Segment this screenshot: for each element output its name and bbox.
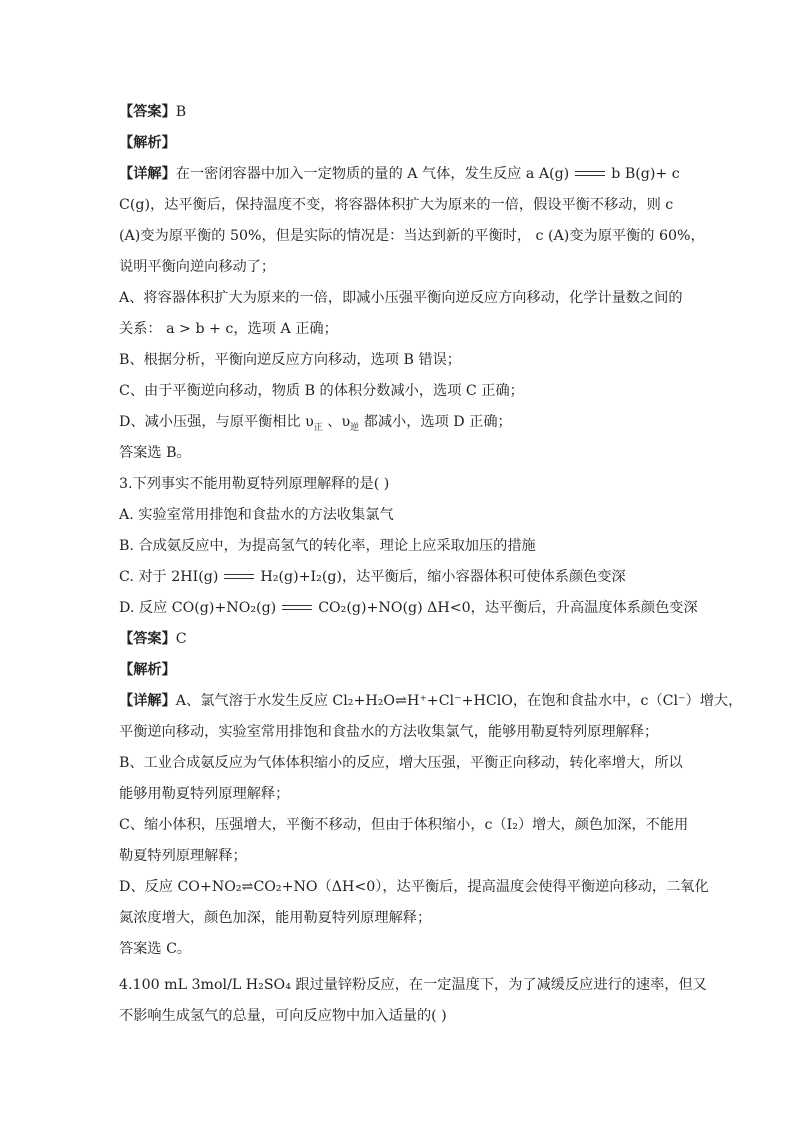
q3-stem: 3.下列事实不能用勒夏特列原理解释的是( ) [119,476,390,492]
q2-option-b: B、根据分析，平衡向逆反应方向移动，选项 B 错误； [119,352,461,368]
text: 、υ [322,414,351,430]
q2-option-d [119,412,675,432]
q2-detail-line3: (A)变为原平衡的 50%，但是实际的情况是：当达到新的平衡时， c (A)变为原平衡的 60%， [119,228,705,244]
q4-stem-line2: 不影响生成氢气的总量，可向反应物中加入适量的( ) [119,1008,447,1024]
q3-conclusion: 答案选 C。 [119,941,192,957]
detail-text: 在一密闭容器中加入一定物质的量的 A 气体，发生反应 a A(g) [175,166,570,182]
q3-detail-b-line1: B、工业合成氨反应为气体体积缩小的反应，增大压强，平衡正向移动，转化率增大，所以 [119,755,683,771]
answer-label: 【答案】 [119,104,176,120]
text: 都减小，选项 D 正确； [359,414,512,430]
q3-answer [119,629,675,649]
detail-label: 【详解】 [119,693,176,709]
q2-detail-line2: C(g)，达平衡后，保持温度不变，将容器体积扩大为原来的一倍，假设平衡不移动，则 c [119,197,674,213]
subscript: 逆 [350,422,360,433]
q3-detail-b-line2: 能够用勒夏特列原理解释； [119,786,290,802]
q3-option-b: B. 合成氨反应中，为提高氢气的转化率，理论上应采取加压的措施 [119,538,536,554]
q2-analysis-label: 【解析】 [119,135,176,151]
q3-detail-d-line2: 氮浓度增大，颜色加深，能用勒夏特列原理解释； [119,910,432,926]
text: A、氯气溶于水发生反应 Cl₂+H₂O⇌H⁺+Cl⁻+HClO，在饱和食盐水中，c（Cl⁻）增大， [175,693,743,709]
q2-detail-line1 [119,164,680,184]
answer-value: C [175,631,187,647]
q3-detail-c-line1: C、缩小体积，压强增大，平衡不移动，但由于体积缩小，c（I₂）增大，颜色加深，不能用 [119,817,689,833]
text: D. 反应 CO(g)+NO₂(g) [119,600,277,616]
text: D、减小压强，与原平衡相比 υ [119,414,314,430]
answer-value: B [175,104,187,120]
q3-analysis-label: 【解析】 [119,662,176,678]
q3-detail-d-line1: D、反应 CO+NO₂⇌CO₂+NO（ΔH<0），达平衡后，提高温度会使得平衡逆向移动，二氧化 [119,879,709,895]
q4-stem-line1: 4.100 mL 3mol/L H₂SO₄ 跟过量锌粉反应，在一定温度下，为了减缓反应进行的速率，但又 [119,977,707,993]
answer-label: 【答案】 [119,631,176,647]
q3-detail-a-line2: 平衡逆向移动，实验室常用排饱和食盐水的方法收集氯气，能够用勒夏特列原理解释； [119,724,659,740]
text: CO₂(g)+NO(g) ΔH<0，达平衡后，升高温度体系颜色变深 [318,600,698,616]
equilibrium-arrow-icon [282,604,312,612]
q2-option-a-line1: A、将容器体积扩大为原来的一倍，即减小压强平衡向逆反应方向移动，化学计量数之间的 [119,290,683,306]
q3-option-a: A. 实验室常用排饱和食盐水的方法收集氯气 [119,507,394,523]
q2-conclusion: 答案选 B。 [119,445,191,461]
q3-option-d [119,598,698,618]
text: H₂(g)+I₂(g)，达平衡后，缩小容器体积可使体系颜色变深 [260,569,626,585]
q2-detail-line4: 说明平衡向逆向移动了； [119,259,276,275]
subscript: 正 [313,422,323,433]
q2-answer [119,102,675,122]
detail-text: b B(g)+ c [611,166,680,182]
equilibrium-arrow-icon [575,170,605,178]
q3-detail-a-line1 [119,691,743,711]
equilibrium-arrow-icon [224,573,254,581]
text: C. 对于 2HI(g) [119,569,219,585]
q2-option-c: C、由于平衡逆向移动，物质 B 的体积分数减小，选项 C 正确； [119,383,524,399]
q3-detail-c-line2: 勒夏特列原理解释； [119,848,247,864]
q2-option-a-line2: 关系： a > b + c，选项 A 正确； [119,321,338,337]
q3-option-c [119,567,675,587]
detail-label: 【详解】 [119,166,176,182]
